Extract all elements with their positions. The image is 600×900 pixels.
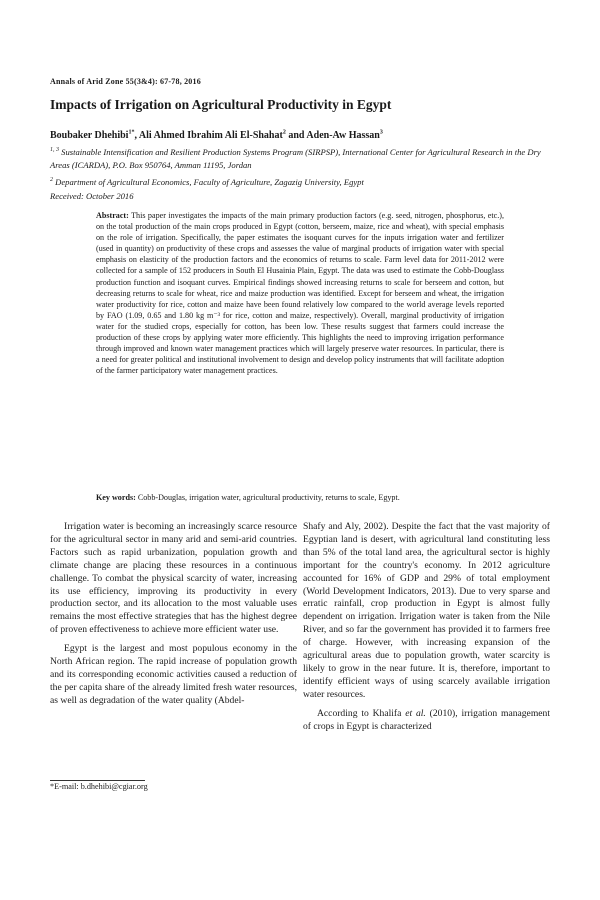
author-superscript: 3 xyxy=(379,129,383,136)
footnote-email: *E-mail: b.dhehibi@cgiar.org xyxy=(50,782,148,791)
affiliation xyxy=(50,176,364,189)
paper-title: Impacts of Irrigation on Agricultural Productivity in Egypt xyxy=(50,97,392,112)
author-list xyxy=(50,130,383,141)
affiliation-text: Department of Agricultural Economics, Faculty of Agriculture, Zagazig University, Egypt xyxy=(55,177,364,187)
author-name: Aden-Aw Hassan xyxy=(306,130,380,141)
affiliation-superscript: 1, 3 xyxy=(50,147,59,154)
body-paragraph: Irrigation water is becoming an increasingly scarce resource for the agricultural sector in many arid and semi-arid countries. Factors such as rapid urbanization, population growth and climate change are placing these resources in a continuous challenge. To combat the physical scarcity of water, increasing its use efficiency, improving its productivity in every production sector, and its allocation to the most valuable uses remains the most effective strategies that has the highest degree of proven effectiveness to achieve more efficient water use. xyxy=(50,521,297,636)
author-name: Boubaker Dhehibi xyxy=(50,130,129,141)
affiliation xyxy=(50,146,550,171)
body-column-right xyxy=(303,521,550,734)
body-text: According to Khalifa xyxy=(317,707,406,719)
abstract-label: Abstract: xyxy=(96,211,129,220)
affiliation-superscript: 2 xyxy=(50,177,53,184)
keywords-label: Key words: xyxy=(96,493,136,502)
body-text: (2010), irrigation management of crops in Egypt is characterized xyxy=(303,707,550,732)
body-text-italic: et al. xyxy=(405,707,426,719)
footnote-divider xyxy=(50,780,145,781)
journal-citation: Annals of Arid Zone 55(3&4): 67-78, 2016 xyxy=(50,77,201,86)
body-paragraph: Shafy and Aly, 2002). Despite the fact that the vast majority of Egyptian land is desert, with agricultural land constituting less than 5% of the total land area, the agricultural sector is highly important for the country's economy. In 2012 agriculture accounted for 16% of GDP and 29% of total employment (World Development Indicators, 2013). Due to very sparse and erratic rainfall, crop production in Egypt is almost fully dependent on irrigation. Irrigation water is taken from the Nile River, and so far the government has provided it to farmers free of charge. However, with increasing expansion of the agricultural areas due to population growth, water scarcity is likely to grow in the near future. It is, therefore, important to identify efficient ways of using scarcely available irrigation water resources. xyxy=(303,521,550,700)
author-superscript: 1* xyxy=(128,129,135,136)
author-and: and xyxy=(285,130,307,141)
affiliation-text: Sustainable Intensification and Resilient Production Systems Program (SIRPSP), International Center for Agricultural Research in the Dry Areas (ICARDA), P.O. Box 950764, Amman 11195, Jordan xyxy=(50,147,541,170)
author-name: Ali Ahmed Ibrahim Ali El-Shahat xyxy=(138,130,283,141)
body-paragraph xyxy=(303,708,550,734)
author-separator: , xyxy=(134,130,139,141)
body-paragraph: Egypt is the largest and most populous economy in the North African region. The rapid increase of population growth and its corresponding economic activities caused a reduction of the per capita share of the already limited fresh water resources, as well as degradation of the water quality (Abdel- xyxy=(50,643,297,706)
keywords-text: Cobb-Douglas, irrigation water, agricultural productivity, returns to scale, Egypt. xyxy=(137,493,400,502)
author-superscript: 2 xyxy=(282,129,286,136)
abstract-text: This paper investigates the impacts of the main primary production factors (e.g. seed, nitrogen, phosphorus, etc.), on the total production of the main crops produced in Egypt (cotton, berseem, maize, rice and wheat), with special emphasis on the role of irrigation. Specifically, the paper estimates the isoquant curves for the inputs irrigation water and fertilizer (used in quantity) on productivity of these crops and assesses the value of marginal products of irrigation water with special emphasis on elasticity of the production factors and the economics of returns to scale. Farm level data for 2011-2012 were collected for a sample of 152 producers in South El Husainia Plain, Egypt. The data was used to estimate the Cobb-Douglass production function and isoquant curves. Empirical findings showed increasing returns to scale for berseem and cotton, but decreasing returns to scale for wheat, rice and maize production was identified. Except for berseem and wheat, the irrigation water productivity for rice, cotton and maize have been found relatively low compared to the world average levels reported by FAO (1.09, 0.65 and 1.80 kg m⁻³ for rice, cotton and maize, respectively). Overall, marginal productivity of irrigation water for the studied crops, especially for cotton, has been low. These results suggest that farmers could increase the production of these crops by applying water more efficiently. This highlights the need to improving irrigation performance through improved and known water management practices which will largely preserve water resources. In particular, there is a need for greater political and institutional involvement to design and develop policy instruments that will facilitate adoption of the farmer participatory water management practices. xyxy=(96,211,504,376)
abstract xyxy=(96,210,504,376)
received-date: Received: October 2016 xyxy=(50,191,134,201)
keywords xyxy=(96,492,504,503)
body-column-left xyxy=(50,521,297,708)
